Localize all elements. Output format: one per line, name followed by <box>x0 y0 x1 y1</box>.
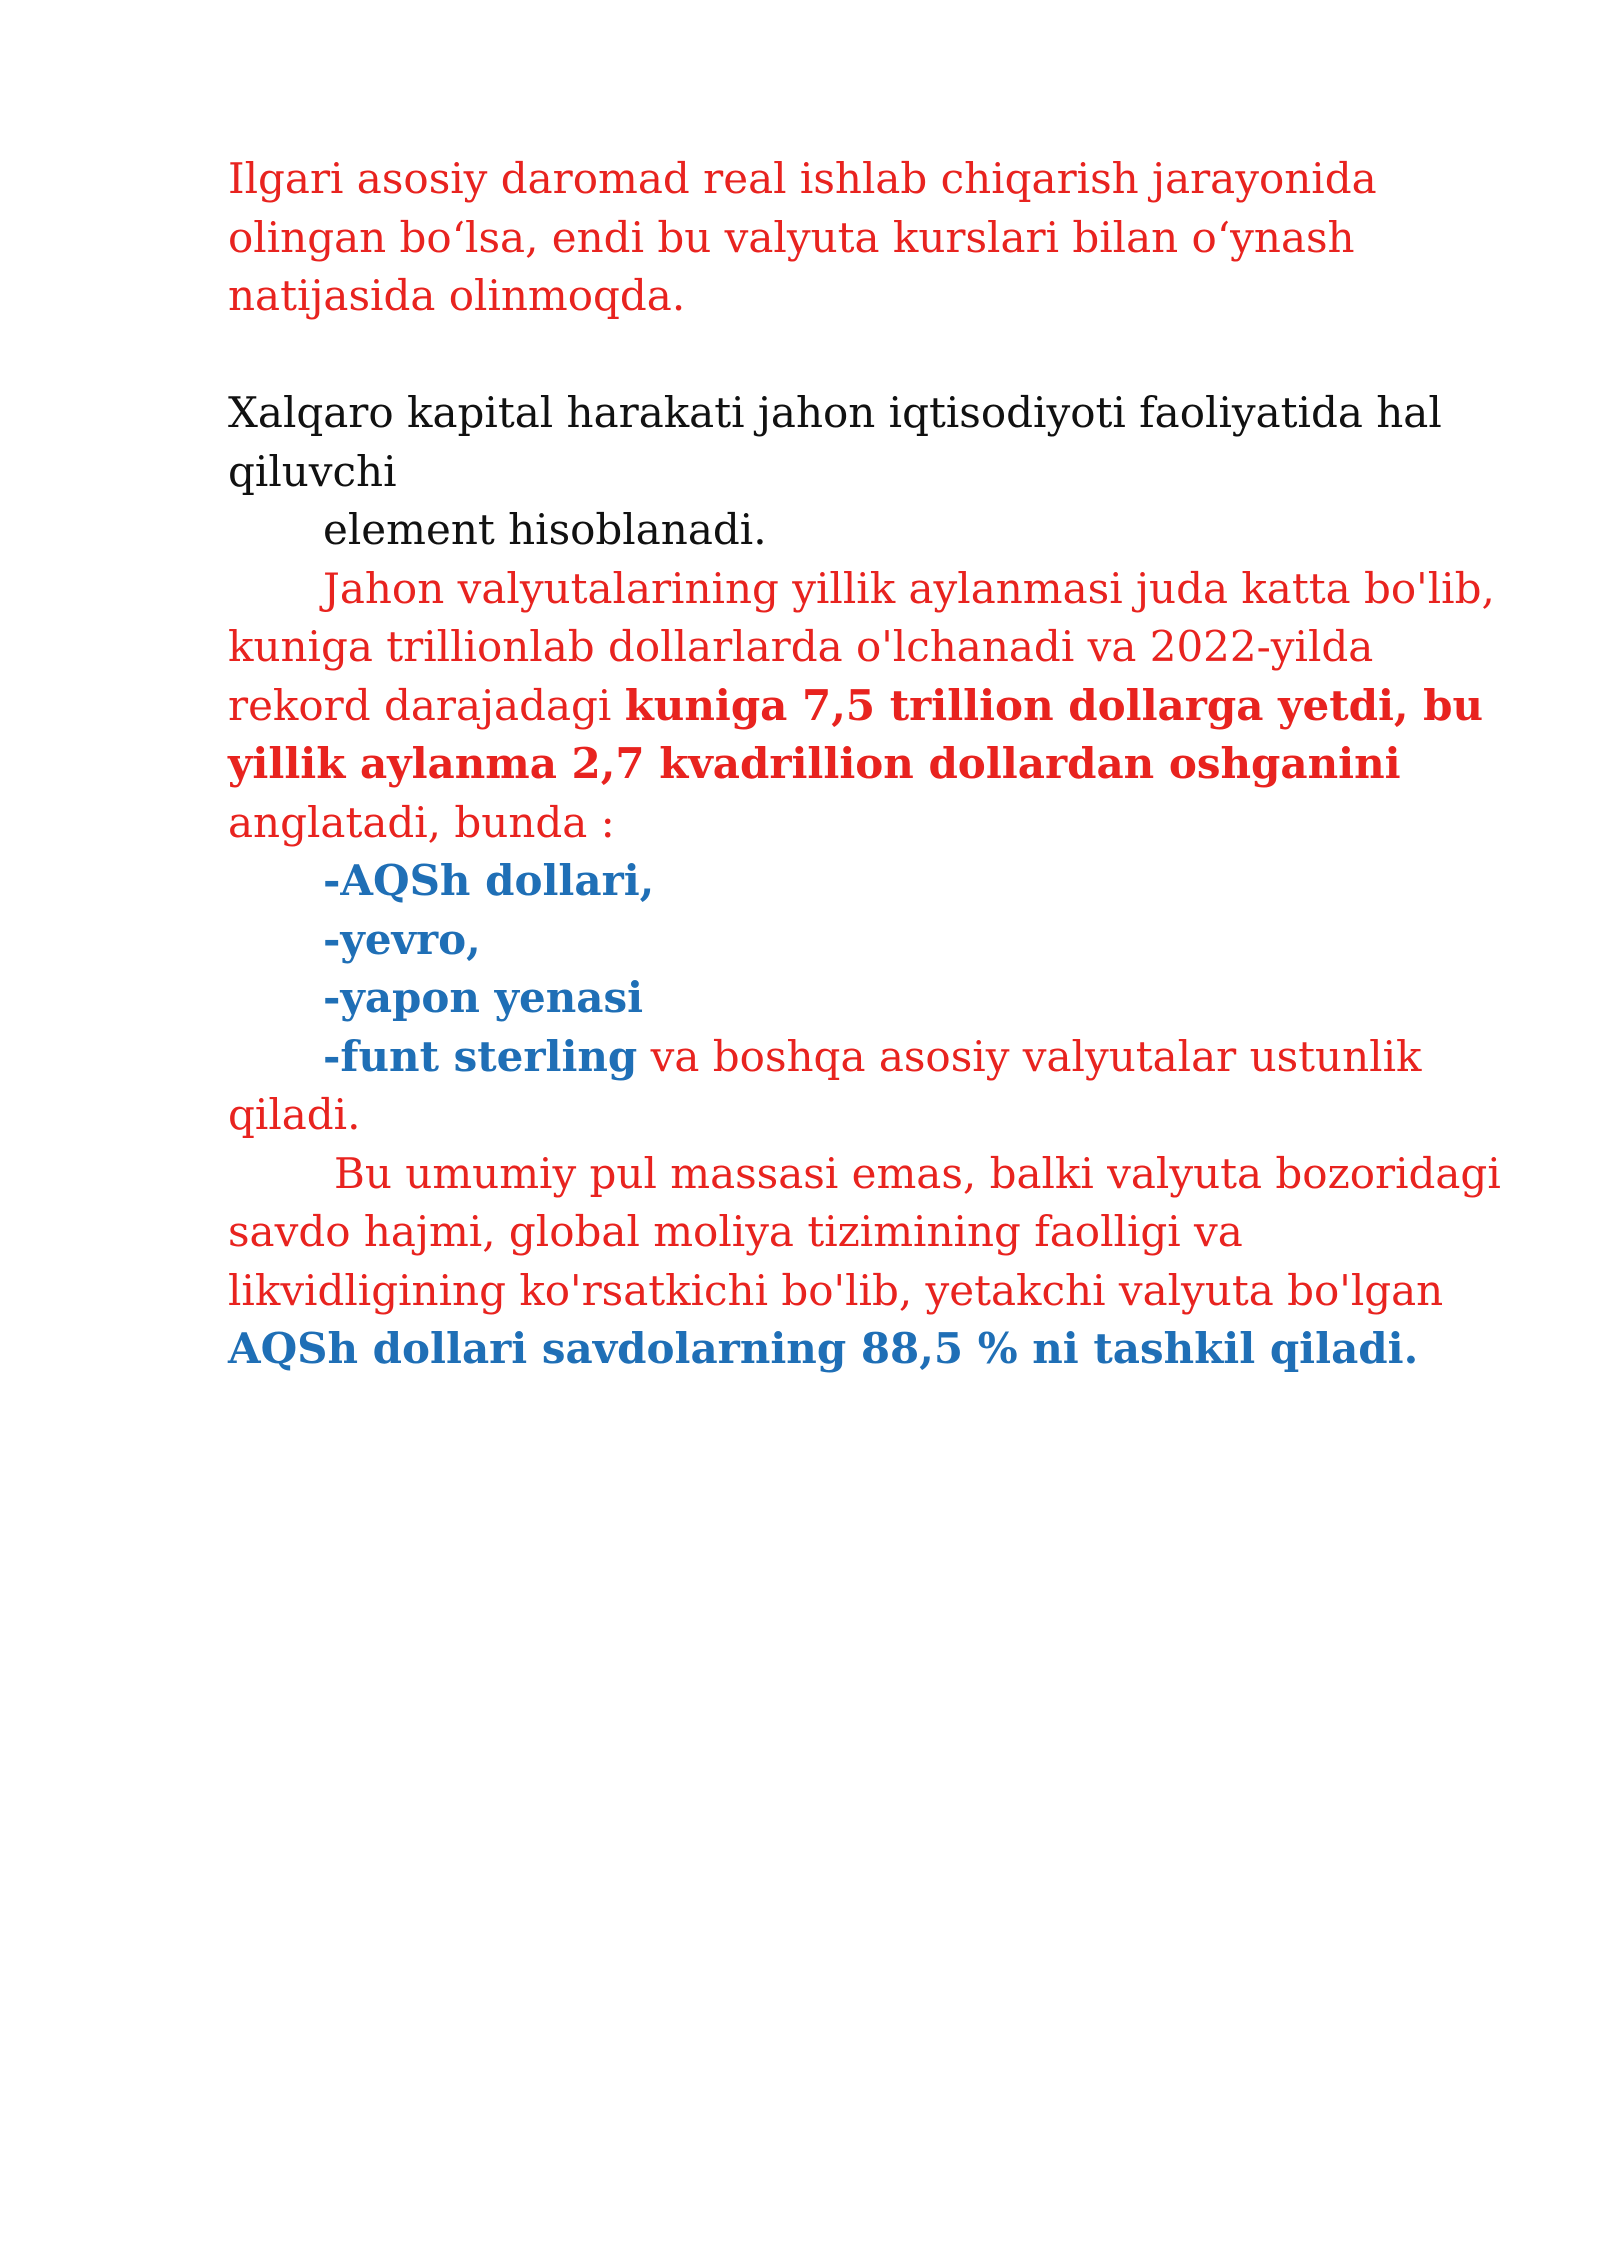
text-line: Jahon valyutalarining yillik aylanmasi juda katta bo'lib, <box>323 563 1495 613</box>
text-line: savdo hajmi, global moliya tizimining faolligi va <box>228 1207 1243 1256</box>
list-item <box>228 1028 1488 1087</box>
text-line: likvidligining ko'rsatkichi bo'lib, yetakchi valyuta bo'lgan <box>228 1265 1444 1315</box>
text-line: Xalqaro kapital harakati jahon iqtisodiyoti faoliyatida hal <box>228 388 1442 437</box>
text-line: anglatadi, bunda : <box>228 797 615 847</box>
text-line: Bu umumiy pul massasi emas, balki valyuta bozoridagi <box>334 1148 1501 1198</box>
list-item: -yapon yenasi <box>323 973 644 1022</box>
bold-highlight: yillik aylanma 2,7 kvadrillion dollardan oshganini <box>228 739 1401 788</box>
text-line: Ilgari asosiy daromad real ishlab chiqarish jarayonida <box>228 154 1377 203</box>
paragraph-capital-movement <box>228 384 1488 560</box>
text-span: va boshqa asosiy valyutalar ustunlik <box>637 1031 1422 1081</box>
text-line: natijasida olinmoqda. <box>228 271 686 320</box>
text-line <box>228 677 1488 736</box>
text-line: qiluvchi <box>228 446 397 496</box>
bold-highlight: AQSh dollari savdolarning 88,5 % ni tashkil qiladi. <box>228 1324 1419 1373</box>
currency-list <box>228 852 1488 1145</box>
paragraph-gap <box>228 326 1488 385</box>
text-line: element hisoblanadi. <box>323 505 767 554</box>
text-line: qiladi. <box>228 1090 361 1139</box>
paragraph-currency-speculation <box>228 150 1488 326</box>
text-line: kuniga trillionlab dollarlarda o'lchanadi va 2022-yilda <box>228 622 1374 671</box>
list-item: -AQSh dollari, <box>323 856 655 905</box>
paragraph-dollar-share <box>228 1145 1501 1379</box>
list-item: -yevro, <box>323 914 481 964</box>
paragraph-currency-turnover <box>228 560 1495 853</box>
document-page <box>228 150 1501 1379</box>
bold-highlight: kuniga 7,5 trillion dollarga yetdi, bu <box>624 680 1484 730</box>
text-line: olingan bo‘lsa, endi bu valyuta kurslari bilan o‘ynash <box>228 212 1355 262</box>
list-item-bold: -funt sterling <box>323 1031 638 1081</box>
text-span: rekord darajadagi <box>228 680 625 730</box>
